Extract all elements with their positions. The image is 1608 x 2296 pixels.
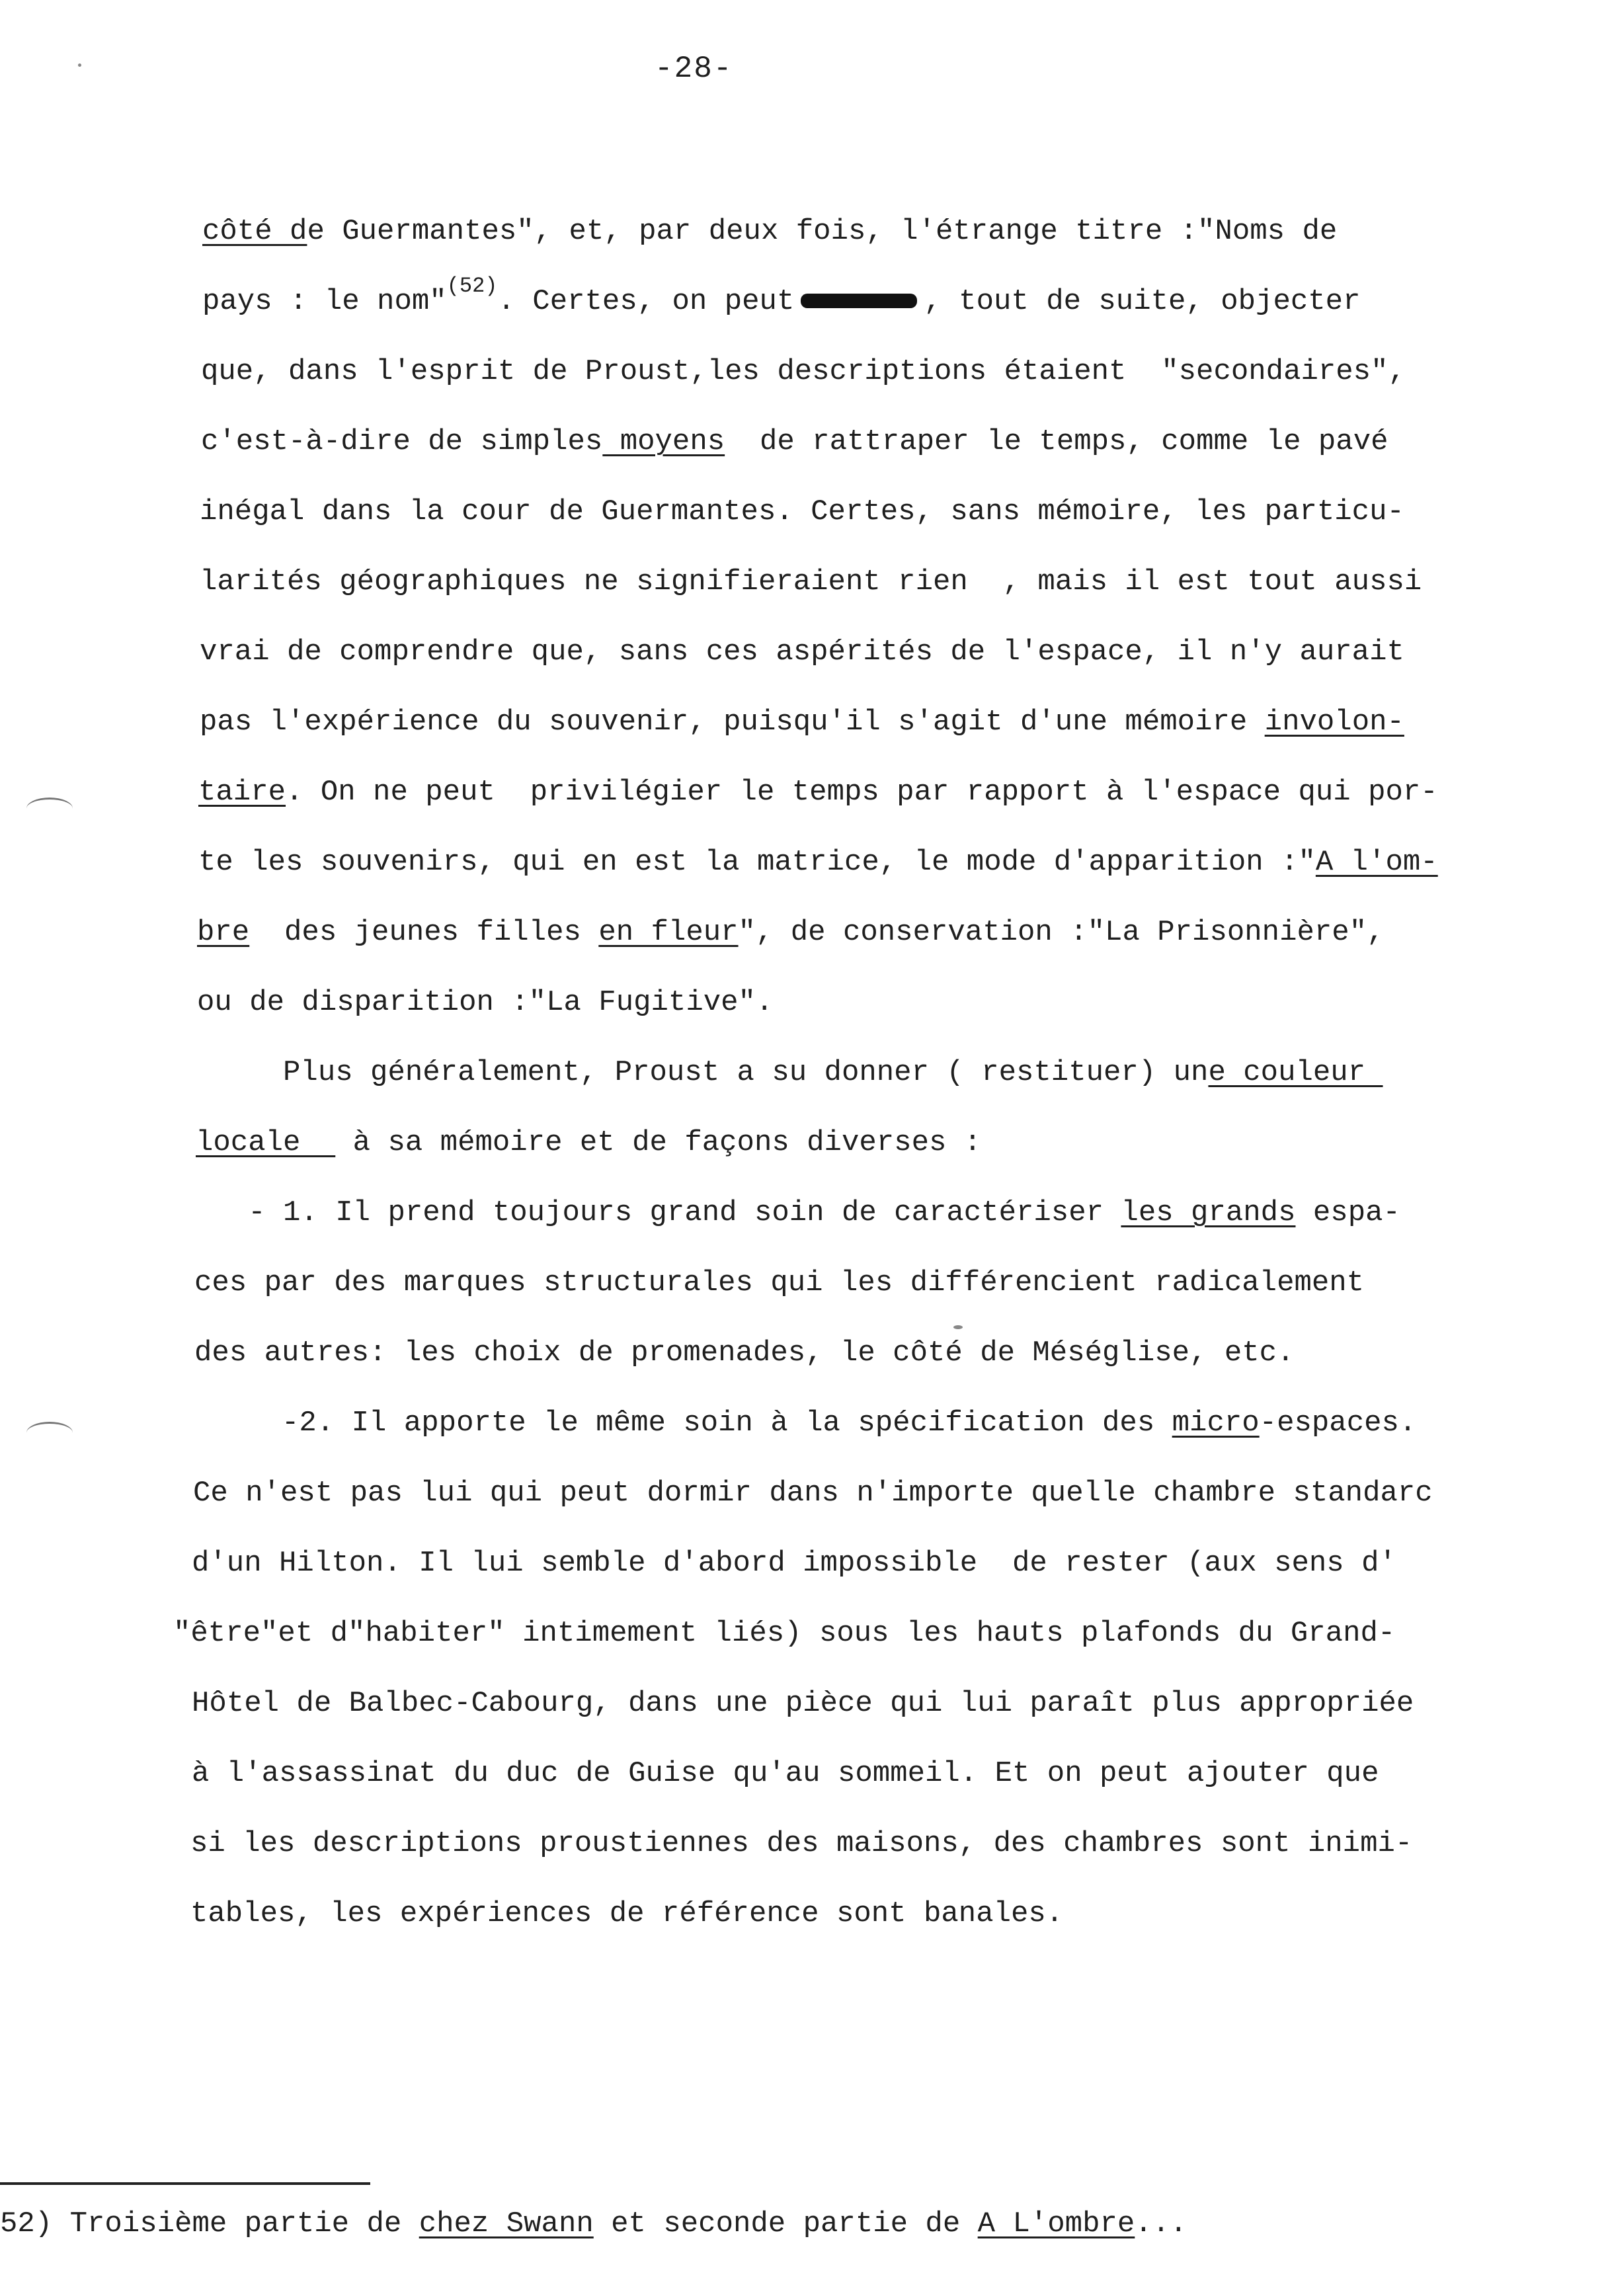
text-segment: des autres: les choix de promenades, le côté de Méséglise, etc. xyxy=(194,1336,1295,1370)
text-line xyxy=(197,913,1599,983)
text-line xyxy=(196,1193,1597,1263)
underlined-text: micro xyxy=(1172,1407,1260,1440)
text-segment: . Certes, on peut xyxy=(497,285,795,318)
margin-mark xyxy=(26,798,73,819)
text-segment: si les descriptions proustiennes des maisons, des chambres sont inimi- xyxy=(190,1827,1413,1860)
text-segment: ces par des marques structurales qui les différencient radicalement xyxy=(194,1266,1365,1299)
text-segment: ou de disparition :"La Fugitive". xyxy=(197,986,774,1019)
text-segment: pays : le nom" xyxy=(202,285,447,318)
text-segment: de rattraper le temps, comme le pavé xyxy=(725,425,1388,458)
underlined-text: chez Swann xyxy=(419,2207,594,2240)
underlined-text: taire xyxy=(198,776,286,809)
text-segment: inégal dans la cour de Guermantes. Certes, sans mémoire, les particu- xyxy=(200,495,1404,528)
text-segment: 52) Troisième partie de xyxy=(0,2207,419,2240)
text-segment: tables, les expériences de référence sont banales. xyxy=(190,1897,1064,1930)
text-segment: . On ne peut privilégier le temps par rapport à l'espace qui por- xyxy=(286,776,1438,809)
text-line xyxy=(192,1543,1593,1614)
text-line xyxy=(198,772,1600,842)
text-segment: ... xyxy=(1135,2207,1187,2240)
footnote-ref: (52) xyxy=(446,274,498,298)
paper-speck xyxy=(78,63,81,67)
text-line xyxy=(194,1333,1596,1403)
underlined-text: A l'om- xyxy=(1315,846,1438,879)
text-line xyxy=(198,842,1600,913)
text-segment: -2. Il apporte le même soin à la spécification des xyxy=(194,1407,1172,1440)
text-line xyxy=(202,274,1604,352)
text-segment: te les souvenirs, qui en est la matrice, le mode d'apparition :" xyxy=(198,846,1316,879)
text-line xyxy=(197,983,1599,1053)
footnote xyxy=(0,2207,1187,2240)
text-segment: ", de conservation :"La Prisonnière", xyxy=(738,916,1385,949)
underlined-text: locale xyxy=(196,1126,336,1159)
page-number: -28- xyxy=(655,52,733,86)
text-line xyxy=(194,1263,1596,1333)
text-segment: espa- xyxy=(1295,1196,1400,1229)
text-line xyxy=(190,1824,1592,1894)
text-segment: Ce n'est pas lui qui peut dormir dans n'importe quelle chambre standarc xyxy=(193,1477,1433,1510)
text-segment: pas l'expérience du souvenir, puisqu'il s'agit d'une mémoire xyxy=(200,706,1265,739)
text-segment: larités géographiques ne signifieraient rien , mais il est tout aussi xyxy=(200,565,1422,598)
text-line xyxy=(200,632,1601,702)
text-line xyxy=(193,1473,1595,1543)
text-line xyxy=(192,1754,1593,1824)
underlined-text: moyens xyxy=(602,425,725,458)
text-segment: "être"et d"habiter" intimement liés) sous les hauts plafonds du Grand- xyxy=(173,1617,1396,1650)
text-segment: à sa mémoire et de façons diverses : xyxy=(335,1126,982,1159)
underlined-text: côté d xyxy=(202,215,307,248)
text-line xyxy=(173,1614,1575,1684)
text-line xyxy=(200,702,1601,772)
text-line xyxy=(200,562,1601,632)
text-line xyxy=(200,492,1601,562)
text-segment: vrai de comprendre que, sans ces aspérités de l'espace, il n'y aurait xyxy=(200,636,1404,669)
underlined-text: les grands xyxy=(1121,1196,1296,1229)
text-segment: c'est-à-dire de simples xyxy=(201,425,603,458)
text-segment: - 1. Il prend toujours grand soin de caractériser xyxy=(196,1196,1121,1229)
text-segment: e Guermantes", et, par deux fois, l'étrange titre :"Noms de xyxy=(307,215,1338,248)
footnote-rule xyxy=(0,2182,370,2185)
text-segment: -espaces. xyxy=(1259,1407,1417,1440)
margin-mark xyxy=(26,1422,73,1444)
text-line xyxy=(190,1894,1592,1964)
underlined-text: A L'ombre xyxy=(977,2207,1135,2240)
text-segment: Hôtel de Balbec-Cabourg, dans une pièce qui lui paraît plus appropriée xyxy=(192,1687,1414,1720)
text-line xyxy=(201,352,1603,422)
underlined-text: bre xyxy=(197,916,250,949)
text-segment: d'un Hilton. Il lui semble d'abord impossible de rester (aux sens d' xyxy=(192,1547,1396,1580)
text-line xyxy=(196,1053,1597,1123)
text-segment: des jeunes filles xyxy=(249,916,599,949)
underlined-text: en fleur xyxy=(598,916,739,949)
text-line xyxy=(201,422,1603,492)
underlined-text: involon- xyxy=(1264,706,1404,739)
text-line xyxy=(196,1123,1597,1193)
text-line xyxy=(194,1403,1596,1473)
text-segment: que, dans l'esprit de Proust,les descriptions étaient "secondaires", xyxy=(201,355,1406,388)
text-segment: et seconde partie de xyxy=(593,2207,978,2240)
text-line xyxy=(192,1684,1593,1754)
text-line xyxy=(202,212,1604,282)
underlined-text: e couleur xyxy=(1208,1056,1383,1089)
text-segment: à l'assassinat du duc de Guise qu'au sommeil. Et on peut ajouter que xyxy=(192,1757,1379,1790)
text-segment: Plus généralement, Proust a su donner ( restituer) un xyxy=(196,1056,1209,1089)
body-text xyxy=(0,212,1597,2240)
text-segment: , tout de suite, objecter xyxy=(924,285,1361,318)
redaction-mark xyxy=(801,294,917,308)
